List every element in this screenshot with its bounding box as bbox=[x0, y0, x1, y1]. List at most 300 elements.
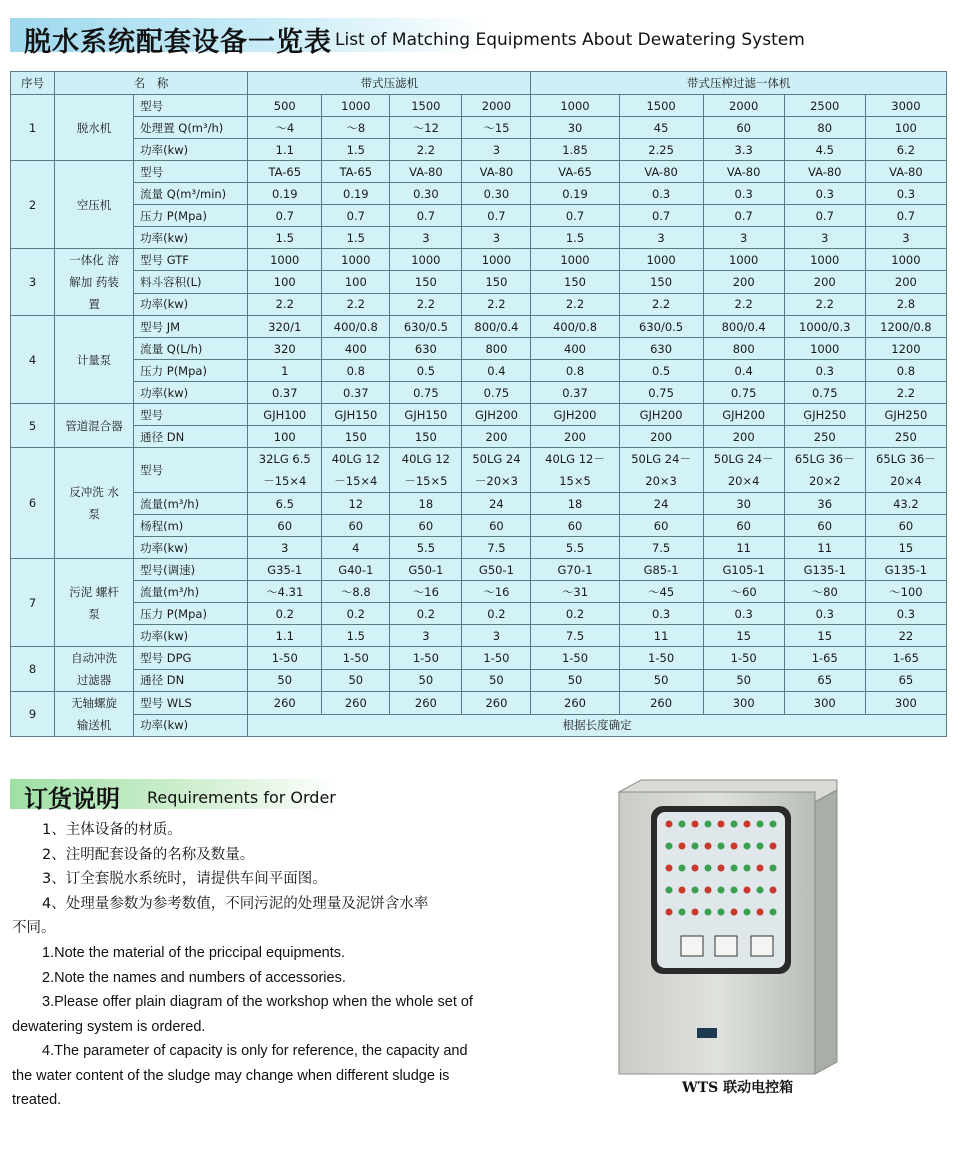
table-row bbox=[11, 647, 947, 670]
table-cell: 0.3 bbox=[865, 183, 946, 205]
table-row bbox=[11, 382, 947, 404]
table-cell: 65LG 36－20×2 bbox=[784, 448, 865, 493]
table-cell: 3.3 bbox=[703, 139, 784, 161]
req-en-4-end: treated. bbox=[12, 1092, 62, 1108]
table-cell: ～8.8 bbox=[322, 581, 390, 603]
table-row bbox=[11, 692, 947, 715]
parameter-label: 型号(调速) bbox=[134, 559, 248, 581]
table-cell: 11 bbox=[619, 625, 703, 647]
table-cell: 50LG 24－20×3 bbox=[619, 448, 703, 493]
table-row bbox=[11, 537, 947, 559]
table-cell: 0.7 bbox=[619, 205, 703, 227]
row-number: 3 bbox=[11, 249, 55, 316]
table-cell: 1.5 bbox=[322, 139, 390, 161]
row-number: 4 bbox=[11, 316, 55, 404]
table-cell: 800 bbox=[703, 338, 784, 360]
parameter-label: 功率(kw) bbox=[134, 382, 248, 404]
table-cell: 0.19 bbox=[531, 183, 619, 205]
cabinet-caption: WTS 联动电控箱 bbox=[682, 1080, 794, 1096]
table-cell: 50 bbox=[390, 669, 462, 692]
table-cell: 1000 bbox=[462, 249, 531, 271]
table-row bbox=[11, 139, 947, 161]
table-cell: 30 bbox=[531, 117, 619, 139]
table-cell: ～60 bbox=[703, 581, 784, 603]
table-cell: 260 bbox=[462, 692, 531, 715]
table-cell: 0.2 bbox=[390, 603, 462, 625]
table-cell: 100 bbox=[248, 426, 322, 448]
table-cell: 1000 bbox=[865, 249, 946, 271]
table-cell: 1000 bbox=[322, 95, 390, 117]
table-cell: G35-1 bbox=[248, 559, 322, 581]
table-row bbox=[11, 249, 947, 271]
table-cell: 0.7 bbox=[322, 205, 390, 227]
table-cell: ～16 bbox=[390, 581, 462, 603]
table-cell: 65LG 36－20×4 bbox=[865, 448, 946, 493]
table-cell: 3 bbox=[784, 227, 865, 249]
page-title-en: List of Matching Equipments About Dewatering System bbox=[335, 30, 805, 50]
table-cell: 3 bbox=[462, 139, 531, 161]
table-cell: ～8 bbox=[322, 117, 390, 139]
table-cell: 2.2 bbox=[390, 139, 462, 161]
table-cell: 2.2 bbox=[322, 293, 390, 315]
table-cell: 200 bbox=[865, 271, 946, 293]
req-en-3: 3.Please offer plain diagram of the workshop when the whole set of bbox=[42, 994, 473, 1010]
control-cabinet-image bbox=[611, 778, 841, 1076]
table-cell: 50 bbox=[322, 669, 390, 692]
row-number: 5 bbox=[11, 404, 55, 448]
table-cell: 1.5 bbox=[322, 625, 390, 647]
table-cell: 7.5 bbox=[531, 625, 619, 647]
table-cell: 15 bbox=[784, 625, 865, 647]
table-cell: 400/0.8 bbox=[322, 316, 390, 338]
table-row bbox=[11, 625, 947, 647]
table-cell: 2.2 bbox=[865, 382, 946, 404]
table-cell: 100 bbox=[248, 271, 322, 293]
table-cell: 60 bbox=[865, 515, 946, 537]
table-cell: 200 bbox=[703, 271, 784, 293]
table-cell: 2.2 bbox=[248, 293, 322, 315]
equipment-table bbox=[10, 71, 947, 737]
table-cell: ～4.31 bbox=[248, 581, 322, 603]
table-cell: 0.8 bbox=[531, 360, 619, 382]
parameter-label: 压力 P(Mpa) bbox=[134, 603, 248, 625]
row-number: 2 bbox=[11, 161, 55, 249]
table-cell: 22 bbox=[865, 625, 946, 647]
table-cell: GJH100 bbox=[248, 404, 322, 426]
table-cell: GJH200 bbox=[531, 404, 619, 426]
table-cell: 7.5 bbox=[462, 537, 531, 559]
parameter-label: 型号 bbox=[134, 95, 248, 117]
table-cell: 0.19 bbox=[322, 183, 390, 205]
table-cell: 800/0.4 bbox=[462, 316, 531, 338]
parameter-label: 通径 DN bbox=[134, 669, 248, 692]
table-cell: 60 bbox=[248, 515, 322, 537]
table-cell: 260 bbox=[390, 692, 462, 715]
row-number: 1 bbox=[11, 95, 55, 161]
parameter-label: 型号 GTF bbox=[134, 249, 248, 271]
table-cell: VA-80 bbox=[703, 161, 784, 183]
parameter-label: 功率(kw) bbox=[134, 227, 248, 249]
table-cell: 2000 bbox=[462, 95, 531, 117]
table-cell: ～31 bbox=[531, 581, 619, 603]
table-cell: 60 bbox=[784, 515, 865, 537]
table-cell: 2.2 bbox=[462, 293, 531, 315]
parameter-label: 料斗容积(L) bbox=[134, 271, 248, 293]
table-row bbox=[11, 559, 947, 581]
req-cn-1: 1、主体设备的材质。 bbox=[42, 822, 182, 838]
table-cell: 0.37 bbox=[322, 382, 390, 404]
table-cell: 800 bbox=[462, 338, 531, 360]
table-cell: 60 bbox=[531, 515, 619, 537]
parameter-label: 通径 DN bbox=[134, 426, 248, 448]
parameter-label: 功率(kw) bbox=[134, 293, 248, 315]
table-cell: ～100 bbox=[865, 581, 946, 603]
parameter-label: 处理置 Q(m³/h) bbox=[134, 117, 248, 139]
table-cell: 1-65 bbox=[784, 647, 865, 670]
table-cell: VA-80 bbox=[462, 161, 531, 183]
table-cell: 43.2 bbox=[865, 493, 946, 515]
table-cell: 200 bbox=[531, 426, 619, 448]
length-note: 根据长度确定 bbox=[248, 714, 947, 737]
table-row bbox=[11, 161, 947, 183]
table-cell: 3 bbox=[619, 227, 703, 249]
table-cell: 0.5 bbox=[390, 360, 462, 382]
table-cell: 40LG 12－15×5 bbox=[390, 448, 462, 493]
table-cell: 0.2 bbox=[462, 603, 531, 625]
row-number: 6 bbox=[11, 448, 55, 559]
table-cell: 32LG 6.5－15×4 bbox=[248, 448, 322, 493]
table-cell: 3 bbox=[390, 227, 462, 249]
table-cell: 250 bbox=[784, 426, 865, 448]
equipment-name: 无轴螺旋 输送机 bbox=[55, 692, 134, 737]
table-row bbox=[11, 603, 947, 625]
table-cell: 1.85 bbox=[531, 139, 619, 161]
table-cell: 0.37 bbox=[531, 382, 619, 404]
table-cell: 60 bbox=[703, 515, 784, 537]
table-cell: 1000 bbox=[784, 249, 865, 271]
table-cell: 300 bbox=[865, 692, 946, 715]
table-cell: G85-1 bbox=[619, 559, 703, 581]
table-cell: 0.75 bbox=[462, 382, 531, 404]
table-cell: 15 bbox=[865, 537, 946, 559]
table-cell: 1.1 bbox=[248, 139, 322, 161]
table-cell: 0.5 bbox=[619, 360, 703, 382]
table-cell: 80 bbox=[784, 117, 865, 139]
header-no: 序号 bbox=[11, 72, 55, 95]
table-cell: ～12 bbox=[390, 117, 462, 139]
table-cell: 24 bbox=[619, 493, 703, 515]
table-cell: 0.4 bbox=[462, 360, 531, 382]
table-cell: 50 bbox=[619, 669, 703, 692]
table-cell: 1000 bbox=[531, 249, 619, 271]
table-cell: 0.19 bbox=[248, 183, 322, 205]
requirements-cn bbox=[12, 818, 490, 941]
table-cell: 1 bbox=[248, 360, 322, 382]
table-cell: 0.75 bbox=[784, 382, 865, 404]
table-body bbox=[11, 95, 947, 737]
table-cell: VA-80 bbox=[390, 161, 462, 183]
table-cell: 1000 bbox=[390, 249, 462, 271]
row-number: 9 bbox=[11, 692, 55, 737]
table-cell: 0.8 bbox=[322, 360, 390, 382]
table-cell: GJH250 bbox=[865, 404, 946, 426]
equipment-name: 自动冲洗 过滤器 bbox=[55, 647, 134, 692]
table-cell: 260 bbox=[248, 692, 322, 715]
parameter-label: 功率(kw) bbox=[134, 714, 248, 737]
table-cell: 0.7 bbox=[462, 205, 531, 227]
table-cell: 0.75 bbox=[390, 382, 462, 404]
table-cell: G135-1 bbox=[865, 559, 946, 581]
table-cell: 1200/0.8 bbox=[865, 316, 946, 338]
table-cell: 0.75 bbox=[703, 382, 784, 404]
table-cell: 1-50 bbox=[462, 647, 531, 670]
table-cell: 150 bbox=[619, 271, 703, 293]
parameter-label: 功率(kw) bbox=[134, 625, 248, 647]
table-cell: 1-50 bbox=[531, 647, 619, 670]
table-cell: 1000 bbox=[322, 249, 390, 271]
table-cell: 1500 bbox=[390, 95, 462, 117]
table-cell: 60 bbox=[322, 515, 390, 537]
table-cell: 60 bbox=[462, 515, 531, 537]
table-cell: 0.3 bbox=[784, 360, 865, 382]
table-cell: 60 bbox=[703, 117, 784, 139]
table-cell: 1500 bbox=[619, 95, 703, 117]
table-cell: 1.5 bbox=[248, 227, 322, 249]
parameter-label: 功率(kw) bbox=[134, 139, 248, 161]
table-cell: 1.5 bbox=[322, 227, 390, 249]
table-row bbox=[11, 360, 947, 382]
table-cell: 2.25 bbox=[619, 139, 703, 161]
table-row bbox=[11, 669, 947, 692]
table-cell: TA-65 bbox=[248, 161, 322, 183]
row-number: 8 bbox=[11, 647, 55, 692]
table-cell: VA-65 bbox=[531, 161, 619, 183]
table-cell: 3 bbox=[865, 227, 946, 249]
table-cell: TA-65 bbox=[322, 161, 390, 183]
table-cell: 100 bbox=[865, 117, 946, 139]
table-cell: 18 bbox=[390, 493, 462, 515]
table-cell: 50 bbox=[703, 669, 784, 692]
table-cell: VA-80 bbox=[784, 161, 865, 183]
table-row bbox=[11, 227, 947, 249]
table-cell: 200 bbox=[619, 426, 703, 448]
table-cell: 0.7 bbox=[703, 205, 784, 227]
req-en-2: 2.Note the names and numbers of accessories. bbox=[42, 969, 346, 986]
table-cell: 50 bbox=[462, 669, 531, 692]
parameter-label: 功率(kw) bbox=[134, 537, 248, 559]
req-en-3-cont: dewatering system is ordered. bbox=[12, 1018, 206, 1035]
table-row bbox=[11, 581, 947, 603]
parameter-label: 流量 Q(L/h) bbox=[134, 338, 248, 360]
table-cell: GJH150 bbox=[322, 404, 390, 426]
table-cell: 3 bbox=[703, 227, 784, 249]
table-row bbox=[11, 714, 947, 737]
requirements-en bbox=[12, 941, 490, 1113]
parameter-label: 流量(m³/h) bbox=[134, 581, 248, 603]
table-cell: 0.7 bbox=[390, 205, 462, 227]
parameter-label: 型号 bbox=[134, 448, 248, 493]
table-cell: G135-1 bbox=[784, 559, 865, 581]
table-cell: ～45 bbox=[619, 581, 703, 603]
header-group-belt-press: 带式压榨过滤一体机 bbox=[531, 72, 947, 95]
req-en-4: 4.The parameter of capacity is only for reference, the capacity and bbox=[42, 1043, 468, 1059]
table-cell: 24 bbox=[462, 493, 531, 515]
table-cell: 1-50 bbox=[619, 647, 703, 670]
table-cell: 100 bbox=[322, 271, 390, 293]
table-cell: 0.3 bbox=[865, 603, 946, 625]
table-cell: 50 bbox=[531, 669, 619, 692]
header-name: 名 称 bbox=[55, 72, 248, 95]
parameter-label: 型号 bbox=[134, 404, 248, 426]
table-cell: 260 bbox=[619, 692, 703, 715]
table-cell: 200 bbox=[784, 271, 865, 293]
table-cell: 2000 bbox=[703, 95, 784, 117]
table-cell: 2.8 bbox=[865, 293, 946, 315]
table-cell: 630/0.5 bbox=[619, 316, 703, 338]
equipment-name: 反冲洗 水泵 bbox=[55, 448, 134, 559]
table-cell: 0.7 bbox=[248, 205, 322, 227]
table-cell: 150 bbox=[531, 271, 619, 293]
table-cell: 5.5 bbox=[390, 537, 462, 559]
table-cell: G50-1 bbox=[462, 559, 531, 581]
parameter-label: 型号 WLS bbox=[134, 692, 248, 715]
parameter-label: 型号 DPG bbox=[134, 647, 248, 670]
parameter-label: 型号 JM bbox=[134, 316, 248, 338]
table-row bbox=[11, 95, 947, 117]
table-cell: 0.3 bbox=[703, 183, 784, 205]
parameter-label: 压力 P(Mpa) bbox=[134, 205, 248, 227]
table-cell: 1000 bbox=[703, 249, 784, 271]
table-cell: 11 bbox=[703, 537, 784, 559]
table-cell: 40LG 12－15×5 bbox=[531, 448, 619, 493]
table-cell: GJH200 bbox=[703, 404, 784, 426]
equipment-name: 空压机 bbox=[55, 161, 134, 249]
page-title-cn: 脱水系统配套设备一览表 bbox=[24, 27, 332, 58]
table-cell: 50LG 24－20×3 bbox=[462, 448, 531, 493]
table-cell: 0.30 bbox=[462, 183, 531, 205]
table-cell: 15 bbox=[703, 625, 784, 647]
table-cell: 400 bbox=[322, 338, 390, 360]
table-row bbox=[11, 293, 947, 315]
table-cell: 65 bbox=[784, 669, 865, 692]
parameter-label: 杨程(m) bbox=[134, 515, 248, 537]
table-cell: 200 bbox=[462, 426, 531, 448]
table-cell: 300 bbox=[784, 692, 865, 715]
table-cell: 2.2 bbox=[531, 293, 619, 315]
table-cell: 3 bbox=[248, 537, 322, 559]
table-cell: 5.5 bbox=[531, 537, 619, 559]
table-cell: 1000/0.3 bbox=[784, 316, 865, 338]
table-cell: 800/0.4 bbox=[703, 316, 784, 338]
equipment-name: 一体化 溶解加 药装置 bbox=[55, 249, 134, 316]
table-cell: 0.3 bbox=[703, 603, 784, 625]
table-cell: 1-50 bbox=[248, 647, 322, 670]
table-cell: 1.5 bbox=[531, 227, 619, 249]
table-cell: 60 bbox=[619, 515, 703, 537]
table-cell: 630 bbox=[390, 338, 462, 360]
table-cell: 0.7 bbox=[865, 205, 946, 227]
table-cell: 3 bbox=[462, 625, 531, 647]
table-header-row bbox=[11, 72, 947, 95]
table-cell: 150 bbox=[462, 271, 531, 293]
table-cell: 2.2 bbox=[619, 293, 703, 315]
table-cell: 250 bbox=[865, 426, 946, 448]
table-cell: VA-80 bbox=[865, 161, 946, 183]
table-cell: GJH200 bbox=[462, 404, 531, 426]
table-cell: 0.4 bbox=[703, 360, 784, 382]
table-cell: G70-1 bbox=[531, 559, 619, 581]
table-cell: 1-50 bbox=[390, 647, 462, 670]
table-cell: 3 bbox=[390, 625, 462, 647]
table-cell: 1-65 bbox=[865, 647, 946, 670]
table-cell: ～16 bbox=[462, 581, 531, 603]
table-cell: 0.3 bbox=[619, 183, 703, 205]
parameter-label: 流量 Q(m³/min) bbox=[134, 183, 248, 205]
table-cell: 0.7 bbox=[784, 205, 865, 227]
table-cell: 12 bbox=[322, 493, 390, 515]
req-en-4-cont: the water content of the sludge may change when different sludge is bbox=[12, 1067, 450, 1084]
table-row bbox=[11, 493, 947, 515]
table-cell: 50LG 24－20×4 bbox=[703, 448, 784, 493]
table-cell: 4 bbox=[322, 537, 390, 559]
table-cell: 0.2 bbox=[322, 603, 390, 625]
table-row bbox=[11, 183, 947, 205]
table-cell: 60 bbox=[390, 515, 462, 537]
equipment-name: 计量泵 bbox=[55, 316, 134, 404]
table-cell: GJH250 bbox=[784, 404, 865, 426]
table-cell: G50-1 bbox=[390, 559, 462, 581]
header-group-belt-filter: 带式压滤机 bbox=[248, 72, 531, 95]
table-cell: GJH200 bbox=[619, 404, 703, 426]
req-cn-4-cont: 不同。 bbox=[12, 920, 56, 936]
table-row bbox=[11, 515, 947, 537]
table-row bbox=[11, 404, 947, 426]
table-cell: 630/0.5 bbox=[390, 316, 462, 338]
table-cell: 0.3 bbox=[784, 183, 865, 205]
table-cell: 1.1 bbox=[248, 625, 322, 647]
parameter-label: 型号 bbox=[134, 161, 248, 183]
table-cell: GJH150 bbox=[390, 404, 462, 426]
table-cell: 6.5 bbox=[248, 493, 322, 515]
table-cell: 2.2 bbox=[703, 293, 784, 315]
table-cell: 0.37 bbox=[248, 382, 322, 404]
table-cell: 320 bbox=[248, 338, 322, 360]
table-cell: 200 bbox=[703, 426, 784, 448]
table-cell: 1000 bbox=[248, 249, 322, 271]
table-row bbox=[11, 271, 947, 293]
req-cn-3: 3、订全套脱水系统时，请提供车间平面图。 bbox=[42, 871, 327, 887]
table-cell: VA-80 bbox=[619, 161, 703, 183]
row-number: 7 bbox=[11, 559, 55, 647]
table-row bbox=[11, 426, 947, 448]
table-cell: 45 bbox=[619, 117, 703, 139]
equipment-name: 污泥 螺杆泵 bbox=[55, 559, 134, 647]
table-cell: 11 bbox=[784, 537, 865, 559]
table-cell: 0.8 bbox=[865, 360, 946, 382]
table-cell: 0.3 bbox=[619, 603, 703, 625]
table-row bbox=[11, 338, 947, 360]
table-cell: 630 bbox=[619, 338, 703, 360]
table-cell: 500 bbox=[248, 95, 322, 117]
table-cell: ～15 bbox=[462, 117, 531, 139]
table-cell: 1-50 bbox=[322, 647, 390, 670]
table-cell: 400 bbox=[531, 338, 619, 360]
table-cell: 320/1 bbox=[248, 316, 322, 338]
equipment-name: 脱水机 bbox=[55, 95, 134, 161]
order-title-cn: 订货说明 bbox=[24, 785, 120, 813]
table-cell: 3 bbox=[462, 227, 531, 249]
table-row bbox=[11, 205, 947, 227]
